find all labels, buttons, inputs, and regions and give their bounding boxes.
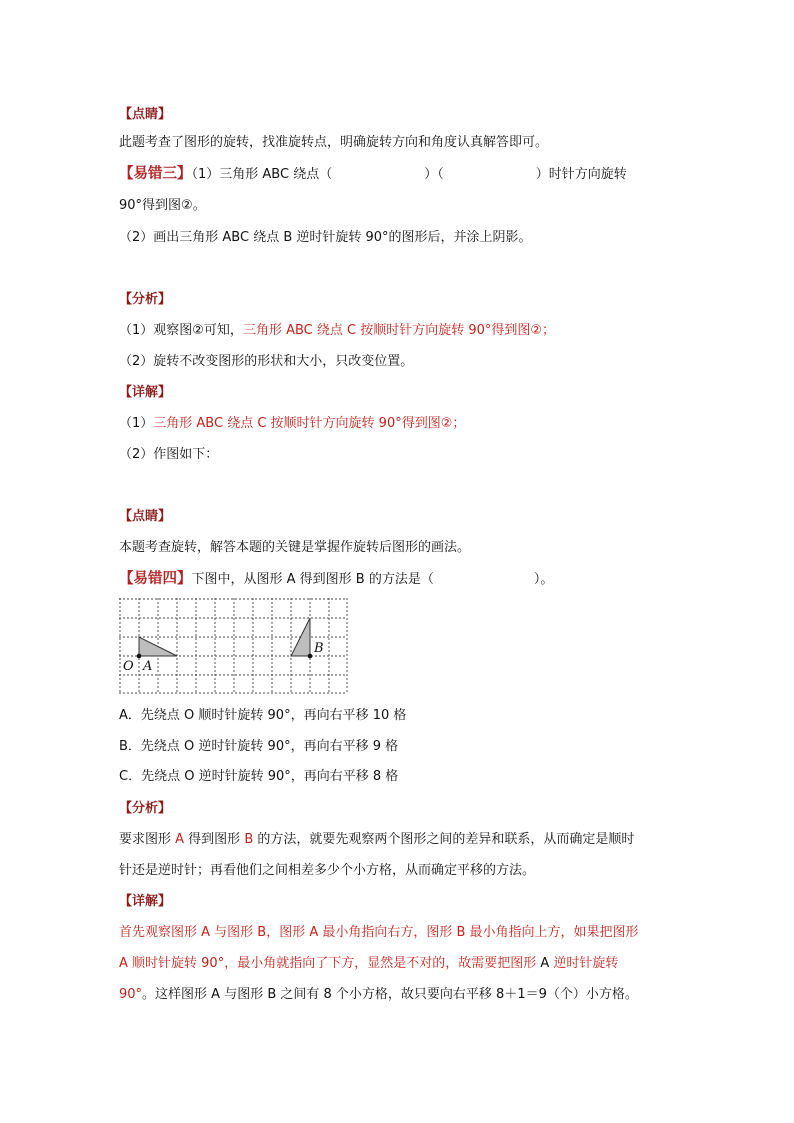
- detail2-line3: [119, 986, 638, 1004]
- triangle-b: [291, 618, 310, 656]
- option-b: B．先绕点 O 逆时针旋转 90°，再向右平移 9 格: [119, 739, 399, 754]
- q3-line1-c: ）时针方向旋转: [535, 167, 627, 182]
- section-tag-xiangjie-1: 【详解】: [119, 385, 172, 400]
- detail2-line1: 首先观察图形 A 与图形 B，图形 A 最小角指向右方，图形 B 最小角指向上方，如果把图形: [119, 925, 639, 940]
- analysis1-l1-b: 三角形 ABC 绕点 C 按顺时针方向旋转 90°得到图②；: [242, 323, 556, 338]
- q3-line1-b: ）（: [424, 167, 444, 182]
- detail1-l1-a: （1）: [119, 416, 154, 431]
- section-tag-fenxi-2: 【分析】: [119, 801, 172, 816]
- detail2-l3-a: 90°: [119, 987, 143, 1002]
- analysis2-l1-c: 得到图形: [184, 832, 245, 847]
- grid-svg: [119, 598, 349, 694]
- detail2-l2-c: 逆时针旋转: [549, 956, 619, 971]
- detail1-line2: （2）作图如下：: [119, 447, 219, 462]
- analysis1-line1: [119, 322, 555, 340]
- dianjing2-text: 本题考查旋转，解答本题的关键是掌握作旋转后图形的画法。: [119, 540, 471, 555]
- option-c: C．先绕点 O 逆时针旋转 90°，再向右平移 8 格: [119, 769, 399, 784]
- analysis2-l1-e: 的方法，就要先观察两个图形之间的差异和联系，从而确定是顺时: [253, 832, 635, 847]
- q3-line2: 90°得到图②。: [119, 198, 206, 213]
- detail1-l1-b: 三角形 ABC 绕点 C 按顺时针方向旋转 90°得到图②；: [153, 416, 466, 431]
- label-a: A: [143, 659, 153, 674]
- detail2-line2: [119, 955, 618, 973]
- section-tag-yicuo-3: 【易错三】: [119, 166, 192, 182]
- detail2-l2-a: A 顺时针旋转 90°，最小角就指向了下方，显然是不对的，故需要把图形: [119, 956, 541, 971]
- analysis2-l1-a: 要求图形: [119, 832, 176, 847]
- analysis1-line2: （2）旋转不改变图形的形状和大小，只改变位置。: [119, 354, 414, 369]
- point-b: [308, 654, 313, 659]
- section-tag-dianjing: 【点睛】: [119, 107, 172, 122]
- section-tag-fenxi-1: 【分析】: [119, 292, 172, 307]
- q4-text-b: ）。: [533, 572, 554, 587]
- grid-figure: [119, 598, 349, 694]
- option-a: A．先绕点 O 顺时针旋转 90°，再向右平移 10 格: [119, 708, 407, 723]
- q3-line1: [119, 165, 627, 184]
- analysis2-line2: 针还是逆时针；再看他们之间相差多少个小方格，从而确定平移的方法。: [119, 863, 536, 878]
- detail2-l3-b: 。这样图形 A 与图形 B 之间有 8 个小方格，故只要向右平移 8＋1＝9（个）小方格。: [142, 987, 638, 1002]
- detail2-l2-b: A: [540, 956, 550, 971]
- detail1-line1: [119, 415, 465, 433]
- dianjing-text: 此题考查了图形的旋转，找准旋转点，明确旋转方向和角度认真解答即可。: [119, 135, 549, 150]
- section-tag-yicuo-4: 【易错四】: [119, 571, 192, 587]
- analysis2-l1-b: A: [175, 832, 185, 847]
- label-b: B: [314, 641, 324, 656]
- section-tag-dianjing-2: 【点睛】: [119, 509, 172, 524]
- label-o: O: [123, 659, 134, 674]
- analysis2-l1-d: B: [244, 832, 254, 847]
- q3-line1-a: （1）三角形 ABC 绕点（: [191, 167, 333, 182]
- q4-line: [119, 570, 553, 589]
- analysis1-l1-a: （1）观察图②可知，: [119, 323, 243, 338]
- section-tag-xiangjie-2: 【详解】: [119, 894, 172, 909]
- q4-text-a: 下图中，从图形 A 得到图形 B 的方法是（: [191, 572, 434, 587]
- point-o: [137, 654, 142, 659]
- analysis2-line1: [119, 831, 634, 849]
- q3-line3: （2）画出三角形 ABC 绕点 B 逆时针旋转 90°的图形后，并涂上阴影。: [119, 230, 532, 245]
